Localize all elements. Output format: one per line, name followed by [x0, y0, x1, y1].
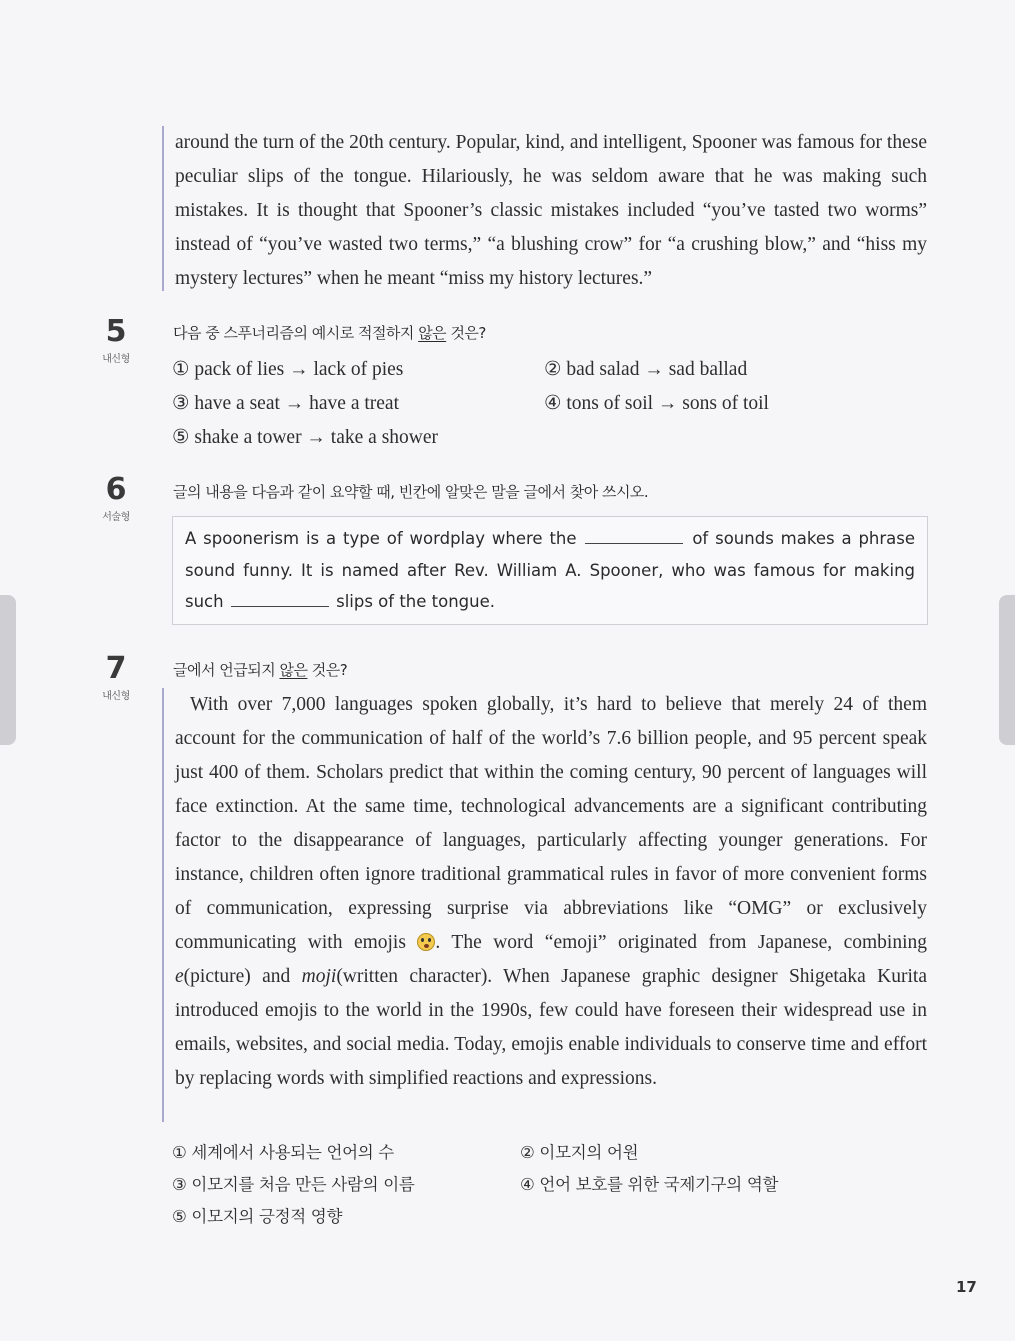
question-7-stem [173, 659, 347, 680]
emoji-passage-text [175, 688, 927, 1096]
surprised-emoji-icon [417, 933, 435, 951]
passage-continuation [162, 126, 927, 291]
blank-2[interactable] [231, 592, 329, 607]
summary-part-3: slips of the tongue. [336, 592, 495, 611]
q5-option-4[interactable]: ④ tons of soil → sons of toil [544, 393, 769, 414]
question-7-stem-text: 글에서 언급되지 [173, 661, 280, 679]
word-e-gloss: (picture) and [183, 966, 291, 987]
q5-option-1[interactable]: ① pack of lies → lack of pies [172, 359, 404, 380]
q7-option-1[interactable]: ① 세계에서 사용되는 언어의 수 [172, 1143, 394, 1162]
emoji-passage-part-2: . The word “emoji” originated from Japanese, combining [435, 932, 927, 953]
summary-text [185, 523, 915, 618]
q5-option-5[interactable]: ⑤ shake a tower → take a shower [172, 427, 439, 448]
word-moji: moji [301, 966, 337, 987]
question-5-stem-end: 것은? [446, 324, 486, 342]
question-7-number: 7 [105, 651, 127, 686]
page-number: 17 [956, 1278, 977, 1296]
question-6-stem: 글의 내용을 다음과 같이 요약할 때, 빈칸에 알맞은 말을 글에서 찾아 쓰시오. [173, 483, 649, 501]
summary-box [172, 516, 928, 625]
question-5-stem-underline: 않은 [418, 324, 447, 342]
word-e: e [175, 966, 184, 987]
question-6-number: 6 [105, 472, 127, 507]
q5-option-2[interactable]: ② bad salad → sad ballad [544, 359, 748, 380]
left-page-tab [0, 595, 16, 745]
summary-part-2: of sounds makes a phrase sound funny. It is named after Rev. William A. Spooner, who was famous for making such [185, 529, 916, 611]
question-5-stem-text: 다음 중 스푸너리즘의 예시로 적절하지 [173, 324, 419, 342]
q7-option-4[interactable]: ④ 언어 보호를 위한 국제기구의 역할 [520, 1175, 779, 1194]
summary-part-1: A spoonerism is a type of wordplay where the [185, 529, 577, 548]
right-page-tab [999, 595, 1015, 745]
emoji-passage [162, 688, 927, 1122]
emoji-passage-part-1: With over 7,000 languages spoken globally, it’s hard to believe that merely 24 of them account for the communication of half of the world’s 7.6 billion people, and 95 percent speak just 400 of them. Scholars predict that within the coming century, 90 percent of languages will face extinction. At the same time, technological advancements are a significant contributing factor to the disappearance of languages, particularly affecting younger generations. For instance, children often ignore traditional grammatical rules in favor of more convenient forms of communication, expressing surprise via abbreviations like “OMG” or exclusively communicating with emojis [175, 694, 927, 953]
question-5-type: 내신형 [102, 354, 130, 365]
question-6-type: 서술형 [102, 512, 130, 523]
question-5-number: 5 [105, 314, 127, 349]
q7-option-5[interactable]: ⑤ 이모지의 긍정적 영향 [172, 1207, 343, 1226]
question-5-stem [173, 322, 486, 343]
question-7-stem-end: 것은? [307, 661, 348, 679]
q7-option-2[interactable]: ② 이모지의 어원 [520, 1143, 639, 1162]
question-7-type: 내신형 [102, 691, 130, 702]
q5-option-3[interactable]: ③ have a seat → have a treat [172, 393, 399, 414]
blank-1[interactable] [585, 529, 683, 544]
emoji-passage-part-3: (written character). When Japanese graphic designer Shigetaka Kurita introduced emojis to the world in the 1990s, few could have foreseen their widespread use in emails, websites, and social media. Today, emojis enable individuals to conserve time and effort by replacing words with simplified reactions and expressions. [175, 966, 927, 1089]
passage-continuation-text: around the turn of the 20th century. Popular, kind, and intelligent, Spooner was famous for these peculiar slips of the tongue. Hilariously, he was seldom aware that he was making such mistakes. It is thought that Spooner’s classic mistakes included “you’ve tasted two worms” instead of “you’ve wasted two terms,” “a blushing crow” for “a crushing blow,” and “hiss my mystery lectures” when he meant “miss my history lectures.” [175, 132, 927, 289]
question-7-stem-underline: 않은 [279, 661, 308, 679]
q7-option-3[interactable]: ③ 이모지를 처음 만든 사람의 이름 [172, 1175, 415, 1194]
